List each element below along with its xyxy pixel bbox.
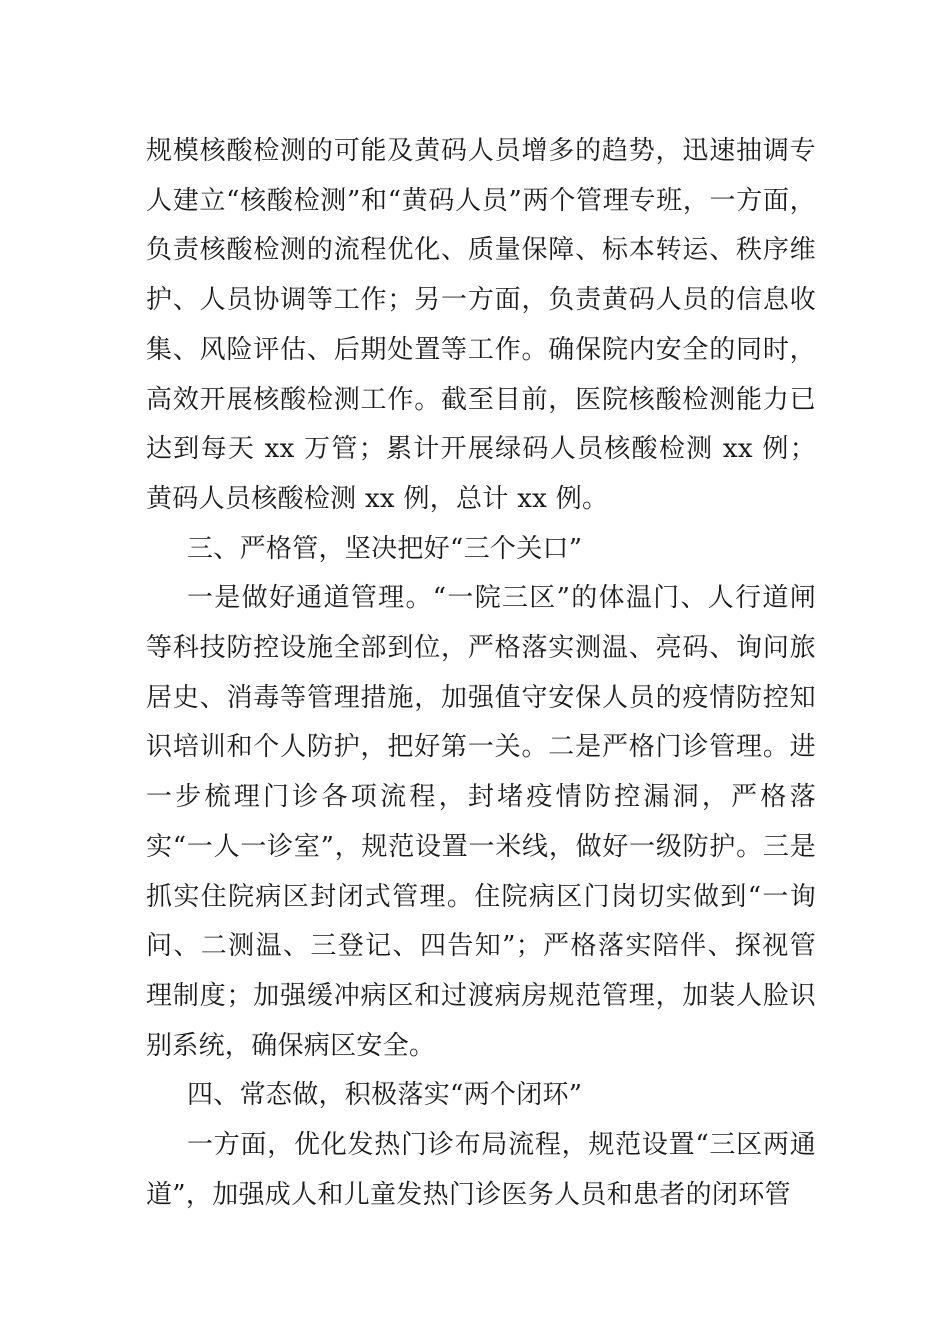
document-body (146, 127, 816, 1220)
paragraph-three-checkpoints: 一是做好通道管理。“一院三区”的体温门、人行道闸等科技防控设施全部到位，严格落实测温、亮码、询问旅居史、消毒等管理措施，加强值守安保人员的疫情防控知识培训和个人防护，把好第一关。二是严格门诊管理。进一步梳理门诊各项流程，封堵疫情防控漏洞，严格落实“一人一诊室”，规范设置一米线，做好一级防护。三是抓实住院病区封闭式管理。住院病区门岗切实做到“一询问、二测温、三登记、四告知”；严格落实陪伴、探视管理制度；加强缓冲病区和过渡病房规范管理，加装人脸识别系统，确保病区安全。 (146, 583, 816, 1061)
section-heading-four: 四、常态做，积极落实“两个闭环” (187, 1080, 583, 1111)
section-heading-three: 三、严格管，坚决把好“三个关口” (187, 533, 583, 564)
paragraph-nucleic-acid-testing: 规模核酸检测的可能及黄码人员增多的趋势，迅速抽调专人建立“核酸检测”和“黄码人员”两个管理专班，一方面，负责核酸检测的流程优化、质量保障、标本转运、秩序维护、人员协调等工作；另一方面，负责黄码人员的信息收集、风险评估、后期处置等工作。确保院内安全的同时，高效开展核酸检测工作。截至目前，医院核酸检测能力已达到每天 xx 万管；累计开展绿码人员核酸检测 xx 例；黄码人员核酸检测 xx 例，总计 xx 例。 (146, 136, 816, 514)
paragraph-two-closed-loops: 一方面，优化发热门诊布局流程，规范设置“三区两通道”，加强成人和儿童发热门诊医务人员和患者的闭环管 (146, 1130, 816, 1210)
